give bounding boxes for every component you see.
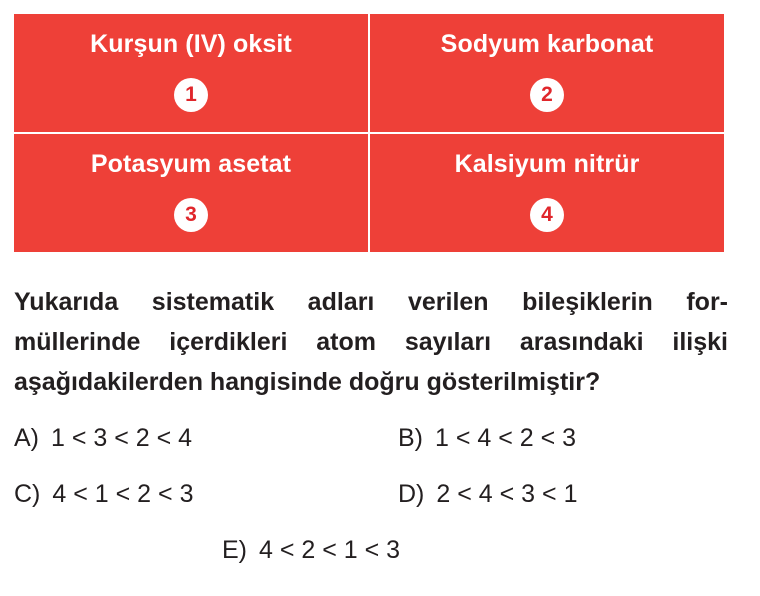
option-text: 4 < 1 < 2 < 3 (52, 480, 194, 508)
question-line: Yukarıda sistematik adları verilen bileşiklerin for- (14, 288, 728, 316)
compound-cell-2 (370, 14, 724, 132)
option-label: D) (398, 480, 425, 508)
compound-name: Kalsiyum nitrür (454, 150, 640, 178)
compound-name: Potasyum asetat (90, 150, 292, 178)
option-b[interactable] (398, 424, 576, 453)
option-text: 1 < 3 < 2 < 4 (51, 424, 193, 452)
compound-name: Sodyum karbonat (440, 30, 654, 58)
option-text: 1 < 4 < 2 < 3 (435, 424, 577, 452)
compound-grid (14, 14, 724, 252)
option-label: E) (222, 536, 247, 564)
option-a[interactable] (14, 424, 192, 453)
compound-cell-3 (14, 134, 368, 252)
option-c[interactable] (14, 480, 193, 509)
compound-cell-1 (14, 14, 368, 132)
compound-number-badge: 3 (174, 198, 208, 232)
option-label: B) (398, 424, 423, 452)
option-d[interactable] (398, 480, 577, 509)
compound-number-badge: 1 (174, 78, 208, 112)
option-label: A) (14, 424, 39, 452)
option-e[interactable] (222, 536, 400, 565)
option-text: 4 < 2 < 1 < 3 (259, 536, 401, 564)
compound-cell-4 (370, 134, 724, 252)
compound-number-badge: 4 (530, 198, 564, 232)
question-text (14, 282, 728, 402)
option-label: C) (14, 480, 41, 508)
option-text: 2 < 4 < 3 < 1 (436, 480, 578, 508)
compound-number-badge: 2 (530, 78, 564, 112)
compound-name: Kurşun (IV) oksit (90, 30, 292, 58)
question-line: müllerinde içerdikleri atom sayıları arasındaki ilişki (14, 328, 728, 356)
question-line: aşağıdakilerden hangisinde doğru gösterilmiştir? (14, 368, 601, 396)
